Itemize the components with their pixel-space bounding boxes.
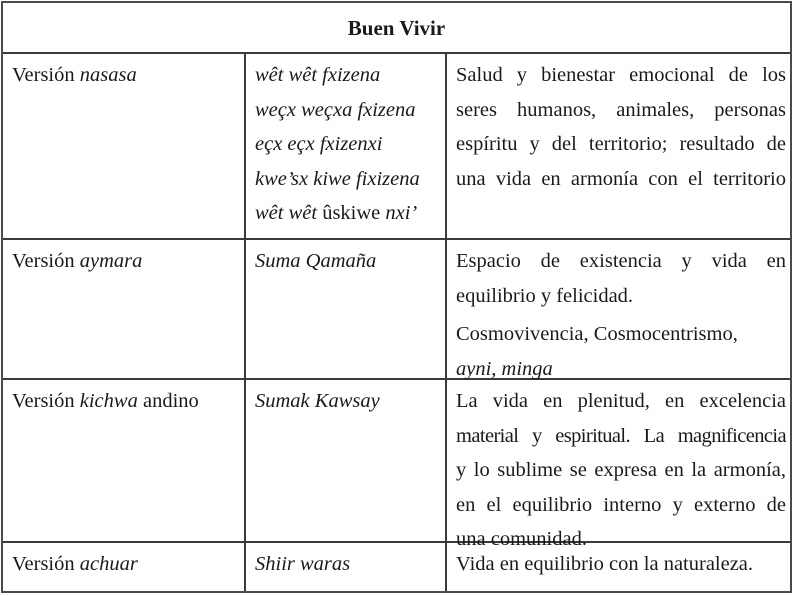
header-divider [3, 52, 790, 54]
buen-vivir-table [1, 1, 792, 593]
table-row-kichwa-term: Sumak Kawsay [255, 390, 380, 412]
table-row-achuar-version [12, 547, 242, 582]
version-language: aymara [79, 250, 143, 272]
table-row-aymara-term: Suma Qamaña [255, 250, 377, 272]
version-prefix: Versión [12, 250, 75, 272]
table-row-nasasa-terms [255, 58, 445, 231]
table-row-nasasa-version [12, 58, 242, 93]
column-divider-2 [445, 52, 447, 591]
term-line: wêt wêt fxizena [255, 64, 381, 86]
term-line: eçx eçx fxizenxi [255, 133, 383, 155]
term-line: wêt wêt ûskiwe nxi’ [255, 202, 418, 224]
version-prefix: Versión [12, 64, 75, 86]
version-language: achuar [79, 553, 138, 575]
table-row-kichwa-meaning: La vida en plenitud, en excelencia material y espiritual. La magnificencia y lo sublime se expresa en la armonía, en el equilibrio interno y externo de una comunidad. [456, 390, 786, 550]
table-row-achuar-term: Shiir waras [255, 553, 351, 575]
term-line: kwe’sx kiwe fixizena [255, 167, 420, 190]
table-row-kichwa-version [12, 384, 242, 419]
table-row-achuar-meaning: Vida en equilibrio con la naturaleza. [456, 553, 754, 575]
term-line: weçx weçxa fxizena [255, 98, 416, 121]
version-language: kichwa [79, 390, 138, 412]
version-language: nasasa [79, 64, 137, 86]
table-row-aymara-meaning: Espacio de existencia y vida en equilibrio y felicidad. Cosmovivencia, Cosmocentrismo, ayni, minga [456, 250, 786, 380]
version-suffix: andino [137, 390, 199, 412]
table-row-aymara-version [12, 244, 242, 279]
column-divider-1 [244, 52, 246, 591]
row-divider-1 [3, 238, 790, 240]
table-title: Buen Vivir [347, 16, 446, 40]
version-prefix: Versión [12, 553, 75, 575]
table-row-nasasa-meaning: Salud y bienestar emocional de los seres humanos, animales, personas espíritu y del territorio; resultado de una vida en armonía con el territorio [456, 64, 786, 190]
version-prefix: Versión [12, 390, 75, 412]
